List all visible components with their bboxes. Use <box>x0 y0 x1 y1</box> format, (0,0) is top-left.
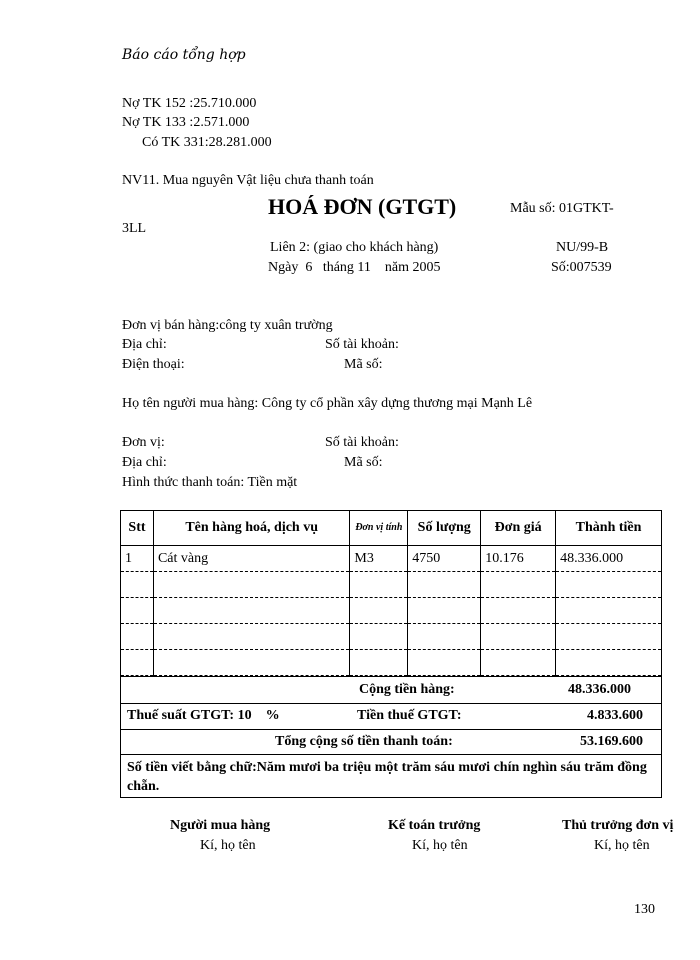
vat-row <box>120 703 662 730</box>
seller-account-label: Số tài khoản: <box>325 337 399 352</box>
page-number: 130 <box>634 902 655 917</box>
grand-total-label: Tổng cộng số tiền thanh toán: <box>275 734 453 749</box>
buyer-unit-label: Đơn vị: <box>122 435 165 450</box>
table-row-empty <box>121 598 662 624</box>
grand-total-value: 53.169.600 <box>580 734 643 749</box>
buyer-tax-label: Mã số: <box>344 455 383 470</box>
seller-address-label: Địa chỉ: <box>122 337 167 352</box>
cell-amount: 48.336.000 <box>556 546 662 572</box>
cell-quantity: 4750 <box>408 546 481 572</box>
entry-debit-152: Nợ TK 152 :25.710.000 <box>122 96 257 111</box>
buyer-name: Họ tên người mua hàng: Công ty cổ phần xây dựng thương mại Mạnh Lê <box>122 396 533 411</box>
seller-tax-label: Mã số: <box>344 357 383 372</box>
cell-stt: 1 <box>121 546 154 572</box>
vat-value: 4.833.600 <box>587 708 643 723</box>
invoice-title: HOÁ ĐƠN (GTGT) <box>268 194 457 219</box>
invoice-copy: Liên 2: (giao cho khách hàng) <box>270 240 439 255</box>
table-row-empty <box>121 624 662 650</box>
buyer-address-label: Địa chỉ: <box>122 455 167 470</box>
buyer-account-label: Số tài khoản: <box>325 435 399 450</box>
table-row-empty <box>121 650 662 676</box>
report-header: Báo cáo tổng hợp <box>122 47 246 63</box>
col-header-quantity: Số lượng <box>408 511 481 546</box>
goods-total-value: 48.336.000 <box>568 682 631 697</box>
col-header-price: Đơn giá <box>481 511 556 546</box>
grand-total-row <box>120 730 662 755</box>
signature-buyer-note: Kí, họ tên <box>200 838 256 853</box>
payment-method: Hình thức thanh toán: Tiền mặt <box>122 475 298 490</box>
amount-in-words-row <box>120 755 662 798</box>
signature-director-note: Kí, họ tên <box>594 838 650 853</box>
goods-total-label: Cộng tiền hàng: <box>359 682 455 697</box>
transaction-intro: NV11. Mua nguyên Vật liệu chưa thanh toán <box>122 173 374 188</box>
seller-phone-label: Điện thoại: <box>122 357 185 372</box>
invoice-date: Ngày 6 tháng 11 năm 2005 <box>268 260 441 275</box>
entry-debit-133: Nợ TK 133 :2.571.000 <box>122 115 250 130</box>
signature-accountant-role: Kế toán trưởng <box>388 818 481 833</box>
invoice-number: Số:007539 <box>551 260 612 275</box>
amount-in-words: Số tiền viết bằng chữ:Năm mươi ba triệu một trăm sáu mươi chín nghìn sáu trăm đồng chẵn. <box>127 760 647 794</box>
entry-credit-331: Có TK 331:28.281.000 <box>142 135 272 150</box>
table-row-empty <box>121 572 662 598</box>
invoice-table <box>120 510 662 676</box>
invoice-form-number: Mẫu số: 01GTKT- <box>510 201 614 216</box>
col-header-unit: Đơn vị tính <box>350 511 408 546</box>
signature-director-role: Thủ trưởng đơn vị <box>562 818 674 833</box>
vat-label: Tiền thuế GTGT: <box>357 708 462 723</box>
invoice-form-suffix: 3LL <box>122 221 147 236</box>
table-header-row <box>121 511 662 546</box>
invoice-series: NU/99-B <box>556 240 609 255</box>
cell-item: Cát vàng <box>153 546 349 572</box>
seller-unit: Đơn vị bán hàng:công ty xuân trường <box>122 318 333 333</box>
col-header-stt: Stt <box>121 511 154 546</box>
signature-accountant-note: Kí, họ tên <box>412 838 468 853</box>
cell-unit: M3 <box>350 546 408 572</box>
goods-total-row <box>120 676 662 704</box>
col-header-item: Tên hàng hoá, dịch vụ <box>153 511 349 546</box>
signature-buyer-role: Người mua hàng <box>170 818 271 833</box>
vat-rate: Thuế suất GTGT: 10 % <box>127 708 280 723</box>
table-row <box>121 546 662 572</box>
col-header-amount: Thành tiền <box>556 511 662 546</box>
cell-price: 10.176 <box>481 546 556 572</box>
